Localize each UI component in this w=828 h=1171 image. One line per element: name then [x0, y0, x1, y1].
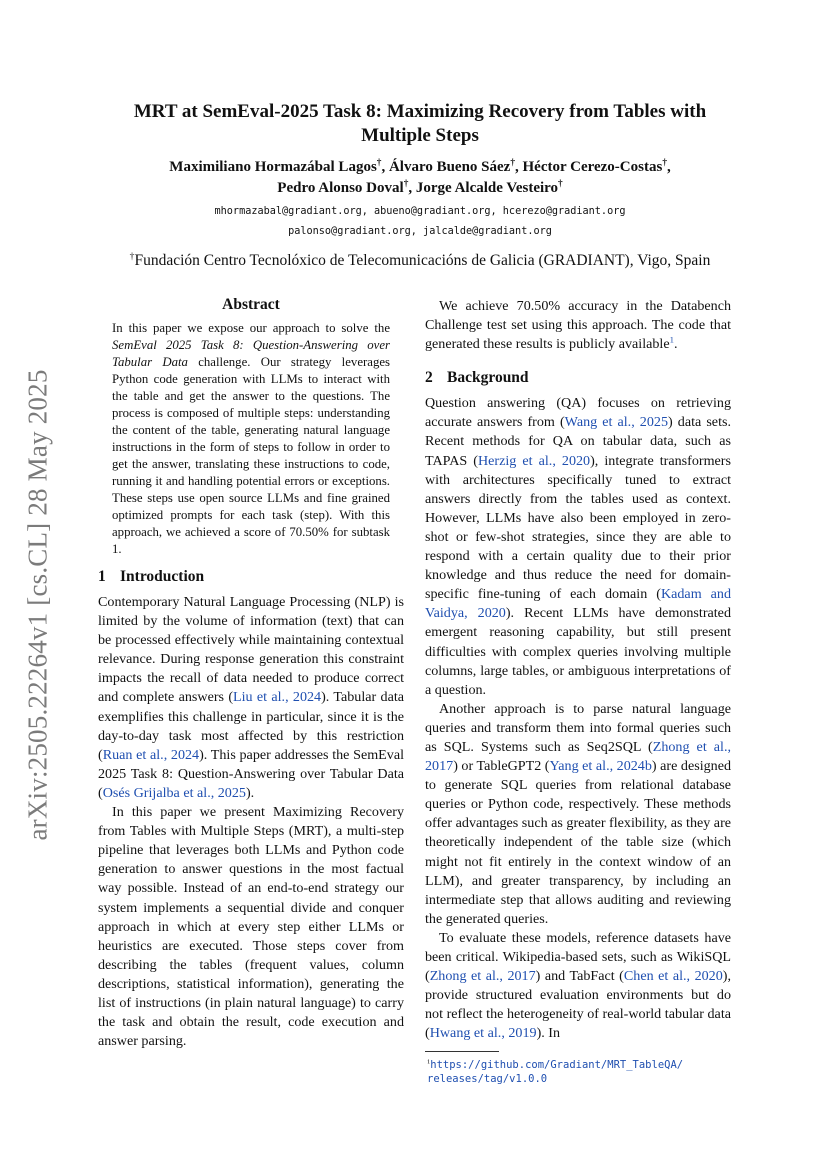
body-text: ). In [536, 1025, 561, 1042]
abstract-emphasis: SemEval 2025 Task 8: Question-Answering over Tabular Data [112, 338, 390, 369]
right-column [425, 297, 731, 1086]
citation-link[interactable]: Ruan et al., 2024 [102, 746, 200, 763]
section-number: 1 [98, 568, 106, 585]
author-name: Maximiliano Hormazábal Lagos [169, 159, 377, 175]
footnote-mark: 1 [427, 1058, 431, 1066]
background-paragraph [425, 929, 731, 1044]
body-text: ). Recent LLMs have demonstrated emergent reasoning capability, but still present difficulties with complex queries involving multiple columns, large tables, or ambiguous interpretations of a question. [425, 605, 731, 698]
background-paragraph [425, 700, 731, 929]
author-list [100, 157, 740, 199]
author-mark: † [510, 158, 515, 168]
body-text: Contemporary Natural Language Processing (NLP) is limited by the volume of information (text) that can be processed effectively while maintaining contextual relevance. During response generation this constraint impacts the recall of data needed to produce correct and complete answers ( [98, 594, 404, 706]
section-title: Introduction [120, 568, 205, 585]
author-separator: , [381, 159, 389, 175]
citation-link[interactable]: Hwang et al., 2019 [429, 1025, 537, 1042]
citation-link[interactable]: Yang et al., 2024b [549, 758, 652, 775]
citation-link[interactable]: Zhong et al., 2017 [425, 738, 731, 775]
footnote [425, 1058, 731, 1086]
body-text: We achieve 70.50% accuracy in the Databench Challenge test set using this approach. The code that generated these results is publicly available [425, 298, 731, 353]
affiliation [90, 252, 750, 270]
author-emails [100, 202, 740, 242]
body-text: ) are designed to generate SQL queries from relational database queries or Python code, respectively. These methods offer advantages such as greater flexibility, as they are theoretically independent of the table size (which might not fit entirely in the context window of an LLM), and greater transparency, by including an intermediate step that allows auditing and reviewing the generated queries. [425, 758, 732, 927]
body-text: ) data sets. Recent methods for QA on tabular data, such as TAPAS ( [425, 414, 731, 469]
author-name: Álvaro Bueno Sáez [388, 159, 511, 175]
body-text: ). Tabular data exemplifies this challenge in particular, since it is the day-to-day task most affected by this restriction ( [98, 689, 405, 763]
author-name: Jorge Alcalde Vesteiro [415, 180, 559, 196]
abstract-heading: Abstract [222, 296, 280, 313]
paper-title: MRT at SemEval-2025 Task 8: Maximizing Recovery from Tables with Multiple Steps [133, 101, 707, 146]
abstract-body [112, 320, 390, 558]
body-text: ) or TableGPT2 ( [453, 758, 550, 775]
body-text: ), integrate transformers with architectures specifically tuned to extract answers directly from the tables used as context. However, LLMs have also been employed in zero-shot or few-shot strategies, since they are able to respond with a certain quality due to their prior knowledge and thus reduce the need for domain-specific fine-tuning of each domain ( [425, 452, 731, 603]
section-title: Background [447, 369, 529, 387]
author-mark: † [662, 158, 667, 168]
affiliation-mark: † [129, 250, 135, 262]
footnote-divider [425, 1051, 499, 1052]
footnote-url-link[interactable]: releases/tag/v1.0.0 [427, 1073, 548, 1086]
body-text: . [673, 336, 678, 353]
citation-link[interactable]: Herzig et al., 2020 [477, 452, 591, 469]
section-heading-introduction [98, 568, 404, 586]
email-line: palonso@gradiant.org, jalcalde@gradiant.org [288, 226, 552, 237]
intro-paragraph [98, 593, 404, 803]
author-separator: , [666, 159, 671, 175]
section-heading-background [425, 369, 731, 387]
abstract-text: In this paper we expose our approach to solve the [112, 321, 390, 335]
author-mark: † [376, 158, 382, 168]
citation-link[interactable]: Wang et al., 2025 [564, 414, 668, 431]
body-text: Question answering (QA) focuses on retrieving accurate answers from ( [425, 395, 731, 431]
author-mark: † [558, 179, 563, 189]
body-text: ), provide structured evaluation environments but do not reflect the heterogeneity of real-world tabular data ( [425, 968, 731, 1042]
author-name: Héctor Cerezo-Costas [522, 159, 663, 175]
body-text: ) and TabFact ( [535, 968, 624, 985]
affiliation-text: Fundación Centro Tecnolóxico de Telecomunicacións de Galicia (GRADIANT), Vigo, Spain [134, 252, 711, 269]
footnote-url-link[interactable]: https://github.com/Gradiant/MRT_TableQA/ [430, 1059, 684, 1072]
citation-link[interactable]: Liu et al., 2024 [233, 689, 322, 706]
body-text: ). This paper addresses the SemEval 2025 Task 8: Question-Answering over Tabular Data ( [98, 746, 404, 801]
abstract-text: challenge. Our strategy leverages Python code generation with LLMs to interact with the table and get the answer to the questions. The process is composed of multiple steps: understanding the content of the table, generating natural language instructions in the form of steps to follow in order to get the answer, translating these instructions to code, running it and handling potential errors or exceptions. These steps use open source LLMs and fine grained optimized prompts for each task (step). With this approach, we achieved a score of 70.50% for subtask 1. [112, 355, 390, 556]
author-separator: , [515, 159, 523, 175]
email-line: mhormazabal@gradiant.org, abueno@gradiant.org, hcerezo@gradiant.org [214, 206, 626, 217]
citation-link[interactable]: Chen et al., 2020 [623, 968, 723, 985]
results-paragraph [425, 297, 731, 354]
footnote-ref-link[interactable]: 1 [669, 334, 674, 345]
body-text: ). [245, 784, 255, 801]
author-name: Pedro Alonso Doval [277, 180, 404, 196]
body-text: Another approach is to parse natural language queries and transform them into formal queries such as SQL. Systems such as Seq2SQL ( [425, 700, 731, 755]
citation-link[interactable]: Zhong et al., 2017 [429, 968, 536, 985]
left-column [98, 296, 404, 1051]
arxiv-id: arXiv:2505.22264v1 [cs.CL] 28 May 2025 [22, 369, 53, 841]
section-number: 2 [425, 369, 433, 387]
citation-link[interactable]: Kadam and Vaidya, 2020 [425, 586, 731, 622]
body-text: To evaluate these models, reference datasets have been critical. Wikipedia-based sets, such as WikiSQL ( [425, 929, 731, 985]
arxiv-sidebar-stamp [18, 355, 58, 855]
author-mark: † [403, 179, 409, 189]
intro-paragraph: In this paper we present Maximizing Recovery from Tables with Multiple Steps (MRT), a multi-step pipeline that leverages both LLMs and Python code generation to answer questions in the most factual way possible. Instead of an end-to-end strategy our system implements a sequential divide and conquer approach in which at every step either LLMs or heuristics are executed. Those steps cover from describing the tables (frequent values, column descriptions, statistical information), generating the list of instructions (in plain natural language) to carry the task and obtain the result, code execution and answer parsing. [98, 804, 404, 1050]
background-paragraph [425, 394, 731, 700]
citation-link[interactable]: Osés Grijalba et al., 2025 [102, 784, 246, 801]
author-separator: , [408, 180, 416, 196]
